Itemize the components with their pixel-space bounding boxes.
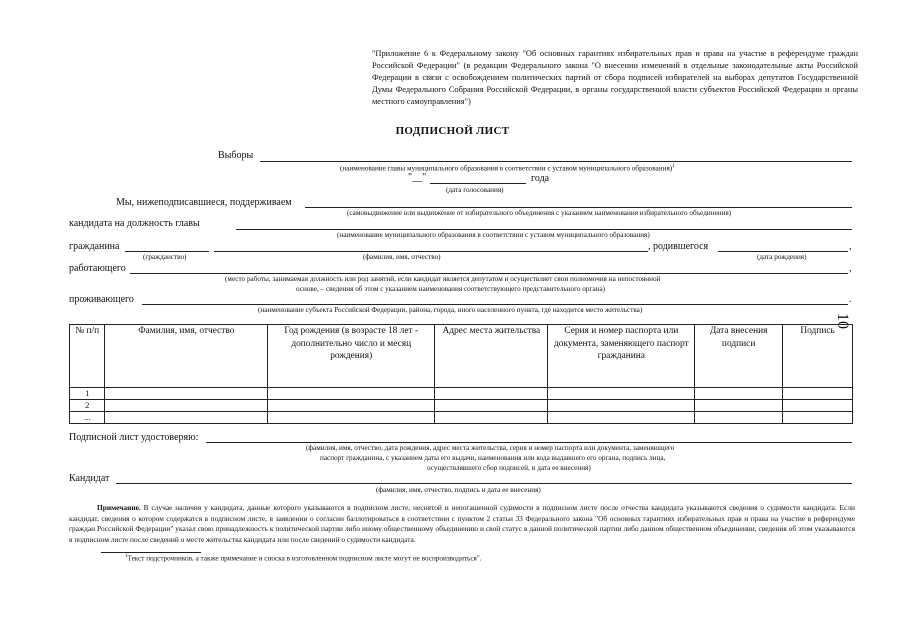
passport-cell[interactable]: [548, 388, 695, 400]
table-row: [70, 412, 853, 424]
support-caption: (самовыдвижение или выдвижение от избирательного объединения с указанием наименования избирательного объединения): [347, 209, 732, 217]
signature-table: [69, 324, 853, 424]
candidate-field[interactable]: [236, 229, 852, 230]
date-cell[interactable]: [695, 412, 783, 424]
date-day-quote: "__": [408, 172, 427, 183]
table-row: [70, 400, 853, 412]
row-number: 2: [70, 400, 105, 412]
work-caption-line-1: (место работы, занимаемая должность или род занятий, если кандидат является депутатом и осуществляет свои полномочия на непостоянной: [225, 275, 661, 283]
date-caption: (дата голосования): [446, 186, 504, 194]
certify-caption-line-3: осуществлявшего сбор подписей, и дата ее внесения): [427, 464, 591, 472]
row-number: ...: [70, 412, 105, 424]
candidate-sign-field[interactable]: [116, 483, 852, 484]
signature-cell[interactable]: [783, 400, 853, 412]
birthyear-cell[interactable]: [268, 400, 435, 412]
name-cell[interactable]: [105, 388, 268, 400]
address-cell[interactable]: [435, 400, 548, 412]
candidate-sign-caption: (фамилия, имя, отчество, подпись и дата ее внесения): [376, 486, 541, 494]
birthyear-cell[interactable]: [268, 412, 435, 424]
date-field[interactable]: [430, 183, 526, 184]
col-signature-header: Подпись: [783, 325, 853, 388]
candidate-sign-label: Кандидат: [69, 473, 110, 484]
year-label: года: [531, 173, 550, 184]
page-title: ПОДПИСНОЙ ЛИСТ: [395, 125, 510, 137]
passport-cell[interactable]: [548, 412, 695, 424]
footnote-divider: [101, 552, 201, 553]
table-row: [70, 388, 853, 400]
work-field[interactable]: [130, 273, 848, 274]
living-label: проживающего: [69, 294, 134, 305]
passport-cell[interactable]: [548, 400, 695, 412]
name-caption: (фамилия, имя, отчество): [363, 253, 441, 261]
name-field[interactable]: [214, 251, 648, 252]
citizenship-caption: (гражданство): [143, 253, 187, 261]
certify-field[interactable]: [206, 442, 852, 443]
living-field[interactable]: [142, 304, 848, 305]
certify-caption-line-2: паспорт гражданина, с указанием даты его выдачи, наименования или кода выдавшего его органа, подпись лица,: [320, 454, 666, 462]
row-number: 1: [70, 388, 105, 400]
citizen-comma: ,: [849, 241, 852, 252]
table-header-row: [70, 325, 853, 388]
col-passport-header: Серия и номер паспорта или документа, заменяющего паспорт гражданина: [548, 325, 695, 388]
note-paragraph: [69, 503, 855, 545]
page-number: 10: [834, 313, 851, 329]
col-birthyear-header: Год рождения (в возрасте 18 лет - дополнительно число и месяц рождения): [268, 325, 435, 388]
col-date-header: Дата внесения подписи: [695, 325, 783, 388]
work-caption-line-2: основе, – сведения об этом с указанием наименования соответствующего представительного органа): [296, 285, 606, 293]
birthdate-caption: (дата рождения): [757, 253, 807, 261]
elections-label: Выборы: [218, 150, 254, 161]
birthdate-field[interactable]: [718, 251, 848, 252]
candidate-caption: (наименование муниципального образования в соответствии с уставом муниципального образования): [337, 231, 650, 239]
living-caption: (наименование субъекта Российской Федерации, района, города, иного населенного пункта, где находится место жительства): [258, 306, 643, 314]
name-cell[interactable]: [105, 412, 268, 424]
address-cell[interactable]: [435, 412, 548, 424]
date-cell[interactable]: [695, 400, 783, 412]
col-name-header: Фамилия, имя, отчество: [105, 325, 268, 388]
signature-cell[interactable]: [783, 412, 853, 424]
name-cell[interactable]: [105, 400, 268, 412]
born-label: , родившегося: [648, 241, 709, 252]
elections-field[interactable]: [260, 161, 852, 162]
footnote: $^1$Текст подстрочников, а также примечание и сноска в изготовленном подписном листе могут не воспроизводиться".: [125, 554, 482, 563]
certify-caption-line-1: (фамилия, имя, отчество, дата рождения, адрес места жительства, серия и номер паспорта или документа, заменяющего: [306, 444, 675, 452]
note-heading: Примечание.: [97, 503, 141, 512]
date-cell[interactable]: [695, 388, 783, 400]
note-text: В случае наличия у кандидата, данные которого указываются в подписном листе, неснятой и непогашенной судимости в подписном листе после отчества кандидата указываются сведения о судимости кандидата. Если кандидат, сведения о котором содержатся в подписном листе, в заявлении о согласии баллотироваться в соответствии с пунктом 2 статьи 33 Федерального закона "Об основных гарантиях избирательных прав и права на участие в референдуме граждан Российской Федерации" указал свою принадлежность к политической партии либо иному общественному объединению и свой статус в данной политической партии либо данном общественном объединении, сведения об этом указываются в подписном листе после сведений о месте жительства кандидата или после сведений о судимости кандидата.: [69, 503, 855, 544]
citizenship-field[interactable]: [125, 251, 209, 252]
certify-label: Подписной лист удостоверяю:: [69, 432, 199, 443]
elections-caption: (наименование главы муниципального образования в соответствии с уставом муниципального образования)$^1$: [340, 164, 675, 173]
signature-cell[interactable]: [783, 388, 853, 400]
birthyear-cell[interactable]: [268, 388, 435, 400]
appendix-header: "Приложение 6 к Федеральному закону "Об основных гарантиях избирательных прав и права на участие в референдуме граждан Российской Федерации" (в редакции Федерального закона "О внесении изменений в отдельные законодательные акты Российской Федерации в связи с освобождением политических партий от сбора подписей избирателей на выборах депутатов Государственной Думы Федерального Собрания Российской Федерации, в органы государственной власти субъектов Российской Федерации и органы местного самоуправления"): [372, 49, 858, 106]
col-address-header: Адрес места жительства: [435, 325, 548, 388]
address-cell[interactable]: [435, 388, 548, 400]
work-comma: ,: [849, 263, 852, 274]
support-field[interactable]: [305, 207, 852, 208]
citizen-label: гражданина: [69, 241, 120, 252]
candidate-label: кандидата на должность главы: [69, 218, 200, 229]
living-period: .: [849, 294, 852, 305]
support-label: Мы, нижеподписавшиеся, поддерживаем: [116, 197, 292, 208]
work-label: работающего: [69, 263, 126, 274]
col-number-header: № п/п: [70, 325, 105, 388]
